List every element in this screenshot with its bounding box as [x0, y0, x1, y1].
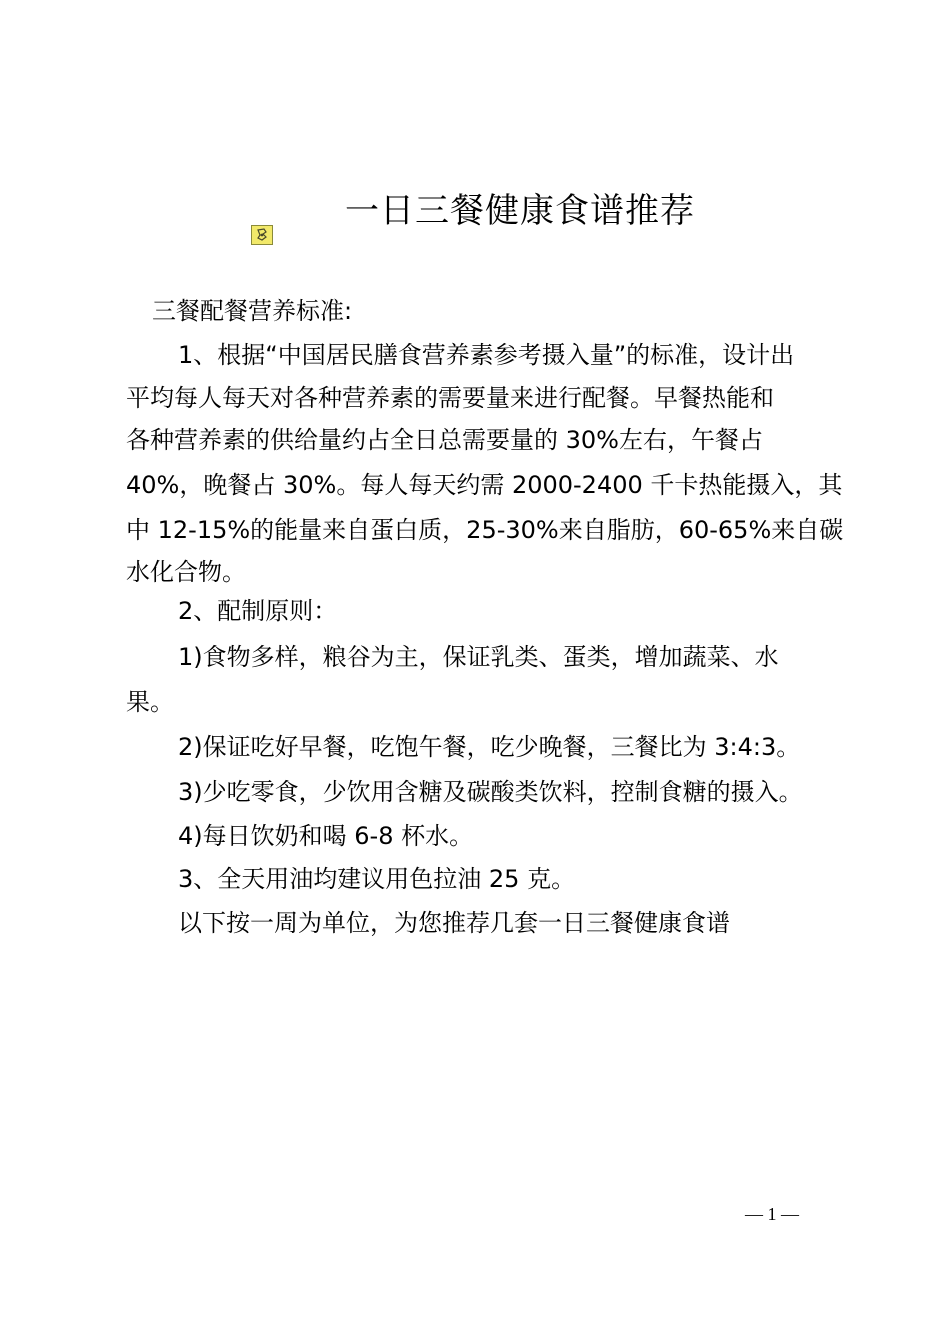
- paragraph-line: 水化合物。: [126, 558, 246, 586]
- list-item: 2)保证吃好早餐，吃饱午餐，吃少晚餐，三餐比为 3:4:3。: [178, 733, 801, 761]
- list-item: 3)少吃零食，少饮用含糖及碳酸类饮料，控制食糖的摄入。: [178, 778, 803, 806]
- paragraph-line: 各种营养素的供给量约占全日总需要量的 30%左右，午餐占: [126, 426, 763, 454]
- paragraph-line: 1、根据“中国居民膳食营养素参考摄入量”的标准，设计出: [178, 341, 795, 369]
- list-item-continuation: 果。: [126, 687, 174, 716]
- nutrition-standard-paragraph: [126, 334, 844, 594]
- section-heading: 三餐配餐营养标准:: [152, 297, 353, 325]
- paragraph-line: 中 12-15%的能量来自蛋白质，25-30%来自脂肪，60-65%来自碳: [126, 515, 844, 544]
- principles-section: [126, 590, 826, 945]
- paragraph-line: 40%，晚餐占 30%。每人每天约需 2000-2400 千卡热能摄入，其: [126, 470, 843, 499]
- page-number: — 1 —: [745, 1204, 799, 1224]
- list-item: 1)食物多样，粮谷为主，保证乳类、蛋类，增加蔬菜、水: [178, 642, 779, 671]
- list-item: 4)每日饮奶和喝 6-8 杯水。: [178, 821, 474, 850]
- closing-sentence: 以下按一周为单位，为您推荐几套一日三餐健康食谱: [178, 908, 730, 937]
- list-item: 3、全天用油均建议用色拉油 25 克。: [178, 865, 576, 893]
- list-item: 2、配制原则：: [178, 597, 338, 625]
- document-title: 一日三餐健康食谱推荐: [345, 191, 695, 231]
- document-icon: [251, 225, 273, 245]
- paragraph-line: 平均每人每天对各种营养素的需要量来进行配餐。早餐热能和: [126, 383, 774, 412]
